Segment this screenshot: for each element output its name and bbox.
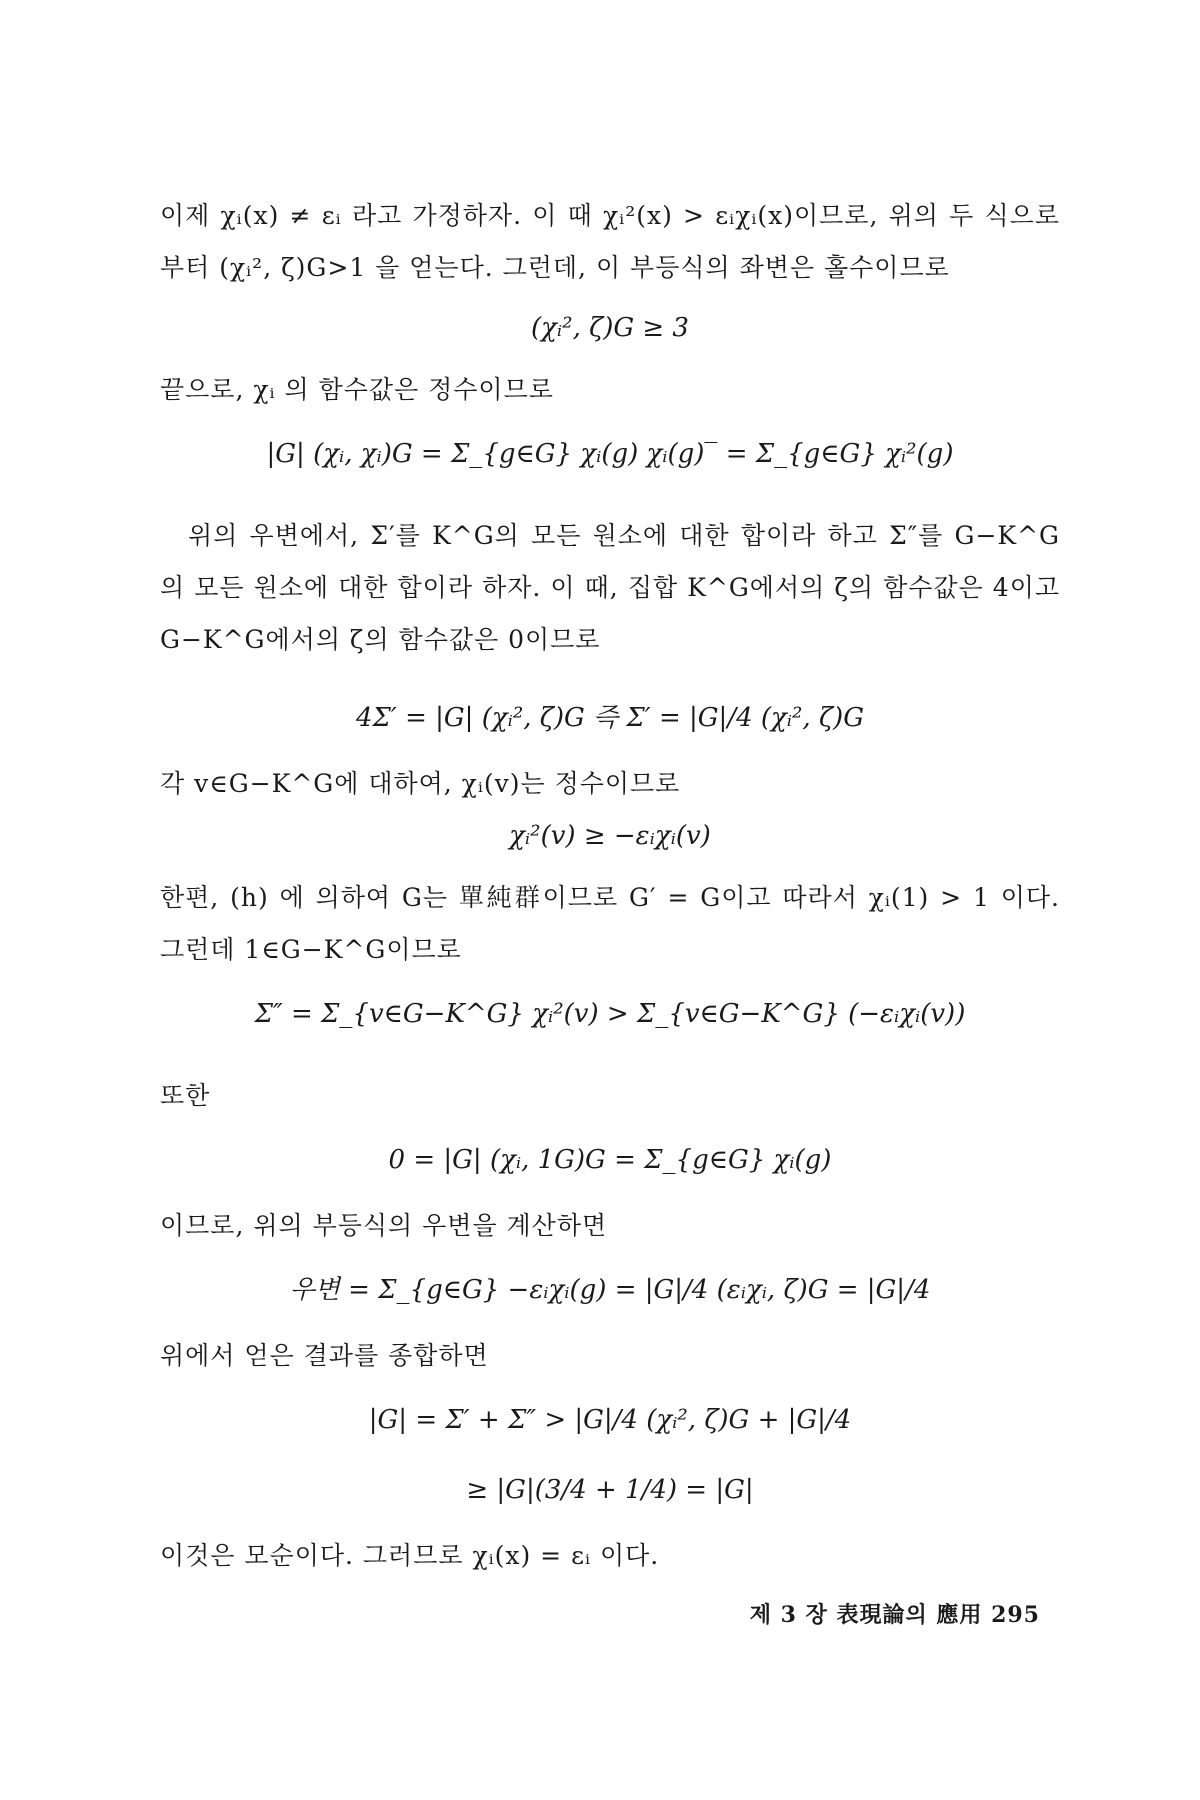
equation-2: |G| (χᵢ, χᵢ)G = Σ_{g∈G} χᵢ(g) χᵢ(g)‾ = Σ_{g∈G} χᵢ²(g) bbox=[266, 439, 954, 469]
equation-9: ≥ |G|(3/4 + 1/4) = |G| bbox=[466, 1475, 754, 1505]
equation-8: |G| = Σ′ + Σ″ > |G|/4 (χᵢ², ζ)G + |G|/4 bbox=[368, 1405, 852, 1435]
equation-6: 0 = |G| (χᵢ, 1G)G = Σ_{g∈G} χᵢ(g) bbox=[388, 1145, 832, 1175]
paragraph-8: 위에서 얻은 결과를 종합하면 bbox=[160, 1341, 489, 1370]
page-footer: 제 3 장 表現論의 應用 295 bbox=[749, 1602, 1040, 1628]
equation-7: 우변 = Σ_{g∈G} −εᵢχᵢ(g) = |G|/4 (εᵢχᵢ, ζ)G = |G|/4 bbox=[289, 1275, 931, 1305]
paragraph-7: 이므로, 위의 부등식의 우변을 계산하면 bbox=[160, 1211, 608, 1240]
paragraph-3: 위의 우변에서, Σ′를 K^G의 모든 원소에 대한 합이라 하고 Σ″를 G−K^G의 모든 원소에 대한 합이라 하자. 이 때, 집합 K^G에서의 ζ의 함수값은 4이고 G−K^G에서의 ζ의 함수값은 0이므로 bbox=[160, 521, 1060, 654]
paragraph-9: 이것은 모순이다. 그러므로 χᵢ(x) = εᵢ 이다. bbox=[160, 1541, 660, 1570]
paragraph-5: 한편, (h) 에 의하여 G는 單純群이므로 G′ = G이고 따라서 χᵢ(1) > 1 이다. 그런데 1∈G−K^G이므로 bbox=[160, 883, 1060, 964]
equation-1: (χᵢ², ζ)G ≥ 3 bbox=[531, 313, 689, 343]
equation-5: Σ″ = Σ_{v∈G−K^G} χᵢ²(v) > Σ_{v∈G−K^G} (−εᵢχᵢ(v)) bbox=[254, 999, 966, 1029]
paragraph-2: 끝으로, χᵢ 의 함수값은 정수이므로 bbox=[160, 375, 554, 404]
paragraph-1: 이제 χᵢ(x) ≠ εᵢ 라고 가정하자. 이 때 χᵢ²(x) > εᵢχᵢ(x)이므로, 위의 두 식으로부터 (χᵢ², ζ)G>1 을 얻는다. 그런데, 이 부등식의 좌변은 홀수이므로 bbox=[160, 201, 1060, 282]
paragraph-4: 각 v∈G−K^G에 대하여, χᵢ(v)는 정수이므로 bbox=[160, 769, 681, 798]
equation-4: χᵢ²(v) ≥ −εᵢχᵢ(v) bbox=[509, 821, 711, 851]
page-body bbox=[160, 190, 1060, 1582]
paragraph-6: 또한 bbox=[160, 1081, 211, 1110]
equation-3: 4Σ′ = |G| (χᵢ², ζ)G 즉 Σ′ = |G|/4 (χᵢ², ζ)G bbox=[356, 703, 864, 733]
